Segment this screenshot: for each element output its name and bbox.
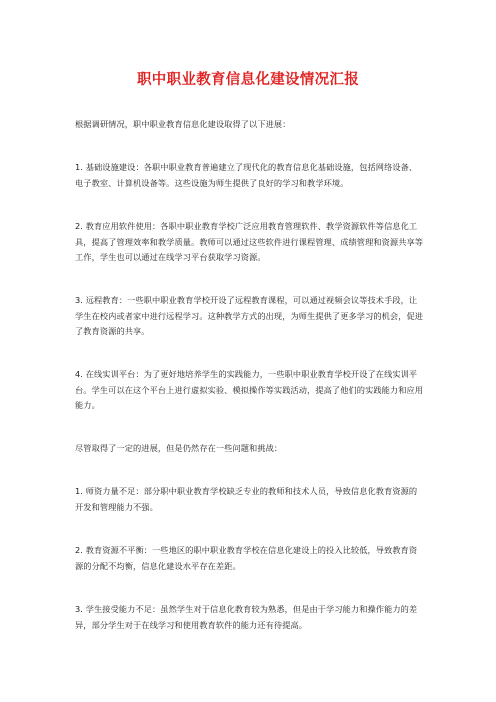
challenge-item-teachers: 1. 师资力量不足：部分职中职业教育学校缺乏专业的教师和技术人员，导致信息化教育资源的开发和管理能力不强。	[75, 486, 418, 512]
progress-item-infrastructure: 1. 基础设施建设：各职中职业教育普遍建立了现代化的教育信息化基础设施，包括网络设备、电子教室、计算机设备等。这些设施为师生提供了良好的学习和教学环境。	[75, 162, 418, 188]
progress-item-software: 2. 教育应用软件使用：各职中职业教育学校广泛应用教育管理软件、教学资源软件等信息化工具，提高了管理效率和教学质量。教师可以通过这些软件进行课程管理、成绩管理和资源共享等工作，学生也可以通过在线学习平台获取学习资源。	[75, 221, 424, 262]
document-title: 职中职业教育信息化建设情况汇报	[137, 72, 359, 88]
progress-item-online-training: 4. 在线实训平台：为了更好地培养学生的实践能力，一些职中职业教育学校开设了在线实训平台。学生可以在这个平台上进行虚拟实验、模拟操作等实践活动，提高了他们的实践能力和应用能力。	[75, 369, 424, 410]
challenge-item-resources: 2. 教育资源不平衡：一些地区的职中职业教育学校在信息化建设上的投入比较低，导致教育资源的分配不均衡，信息化建设水平存在差距。	[75, 545, 418, 571]
intro-paragraph: 根据调研情况，职中职业教育信息化建设取得了以下进展：	[75, 119, 291, 129]
challenges-intro-paragraph: 尽管取得了一定的进展，但是仍然存在一些问题和挑战：	[75, 443, 283, 453]
progress-item-remote-education: 3. 远程教育：一些职中职业教育学校开设了远程教育课程，可以通过视频会议等技术手段，让学生在校内或者家中进行远程学习。这种教学方式的出现，为师生提供了更多学习的机会，促进了教育资源的共享。	[75, 295, 424, 336]
challenge-item-students: 3. 学生接受能力不足：虽然学生对于信息化教育较为熟悉，但是由于学习能力和操作能力的差异，部分学生对于在线学习和使用教育软件的能力还有待提高。	[75, 604, 418, 630]
